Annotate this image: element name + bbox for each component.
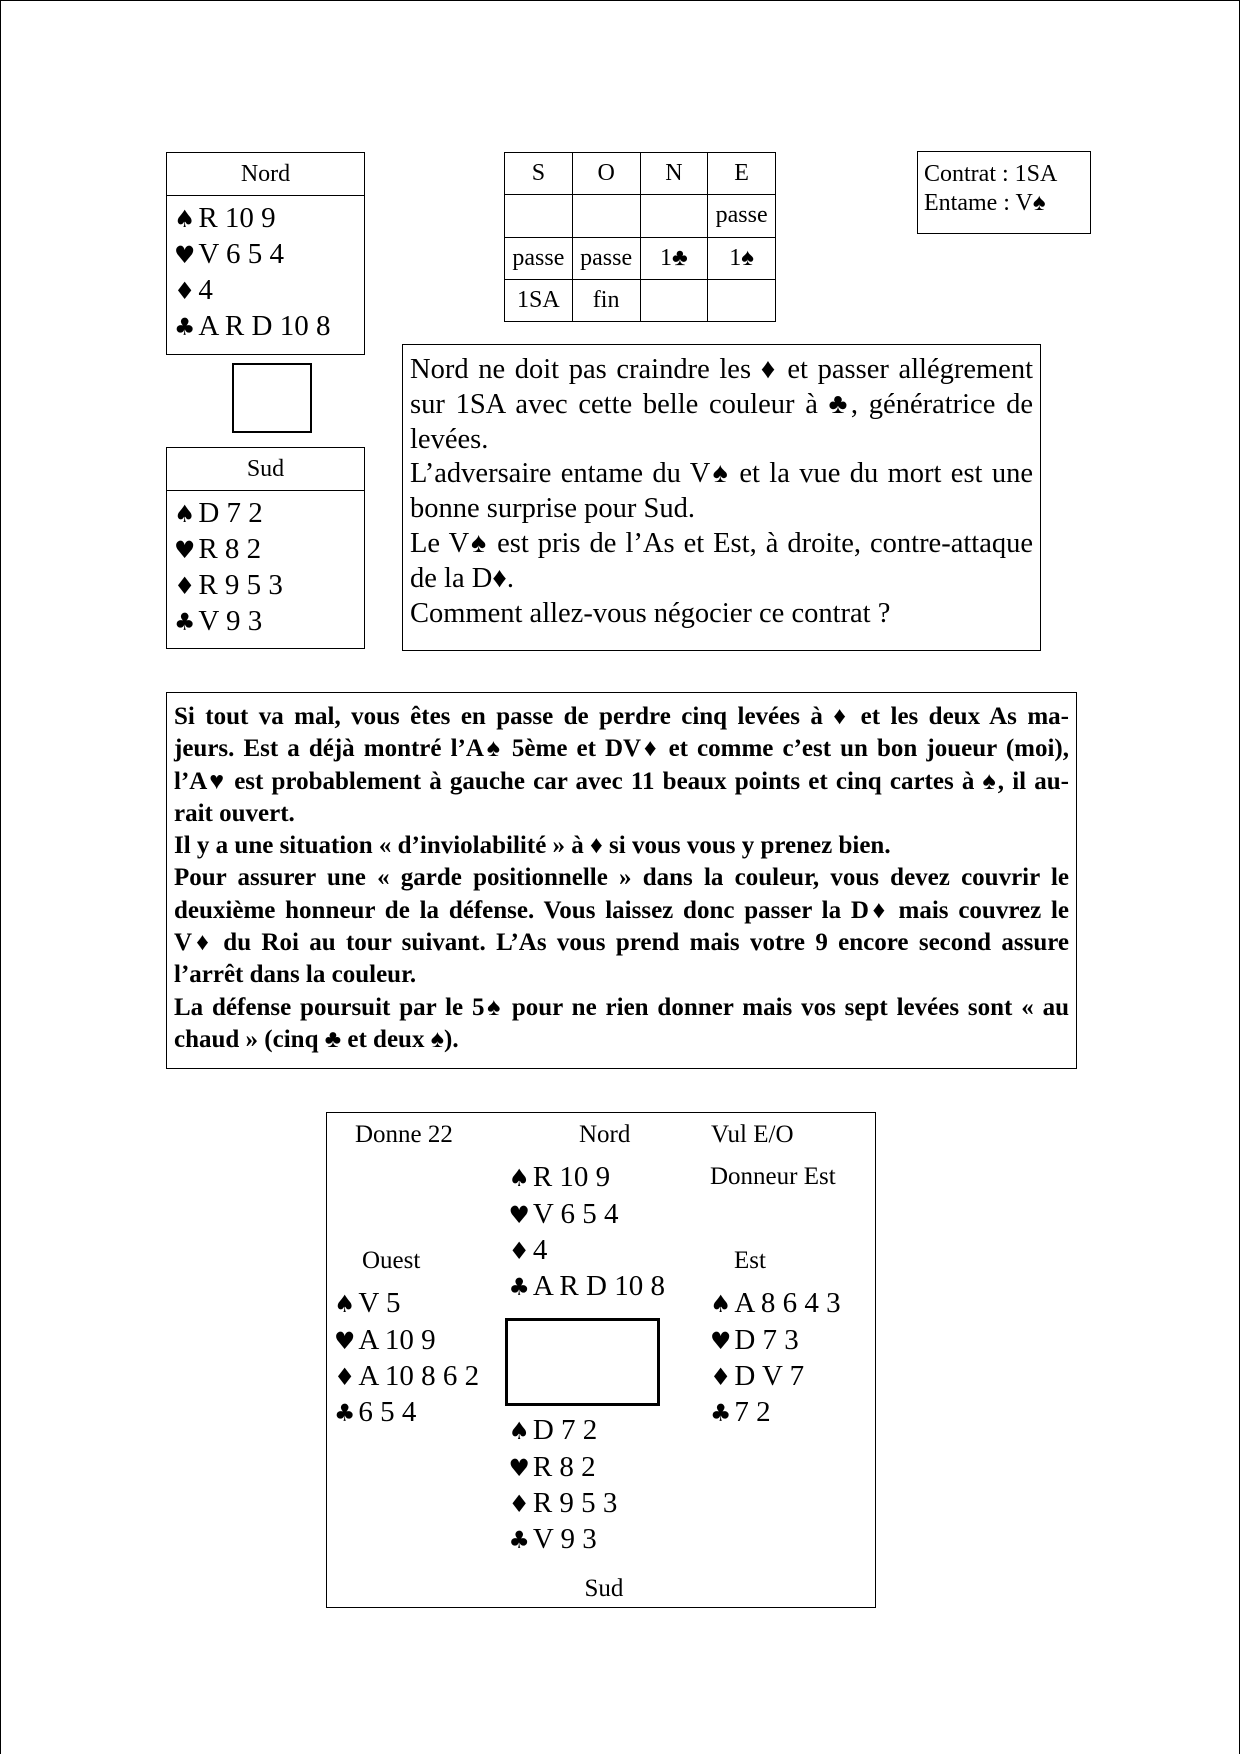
bidding-row [505, 195, 776, 237]
text-line: Comment allez-vous négocier ce contrat ? [410, 597, 891, 629]
north-card-title: Nord [167, 153, 364, 196]
hand-line-hearts [710, 1323, 841, 1359]
text-line: bonne surprise pour Sud. [410, 493, 695, 525]
bidding-row [505, 237, 776, 279]
hand-line-clubs [334, 1395, 479, 1431]
hand-line-hearts [509, 1450, 618, 1486]
hand-line-spades [174, 201, 364, 237]
cards: R 8 2 [198, 533, 262, 565]
deal-diagram [326, 1112, 876, 1608]
contract-line: Contrat : 1SA [924, 161, 1058, 187]
cards: 7 2 [734, 1396, 771, 1429]
bid-cell [572, 195, 640, 237]
cards: V 6 5 4 [198, 238, 284, 270]
hand-line-diamonds [174, 273, 364, 309]
hand-line-diamonds [509, 1233, 665, 1269]
text-line: l’A♥ est probablement à gauche car avec 11 beaux points et cinq cartes à ♠, il au- [174, 767, 1069, 795]
problem-text-box [402, 344, 1041, 651]
north-hand-card [166, 152, 365, 355]
text-line: rait ouvert. [174, 799, 295, 827]
cards: R 8 2 [532, 1450, 596, 1483]
spade-icon: ♠ [508, 1417, 530, 1446]
cards: R 10 9 [198, 202, 276, 234]
bid-cell [640, 195, 708, 237]
club-icon: ♣ [508, 1273, 530, 1302]
spade-icon: ♠ [174, 500, 196, 528]
north-card-hand [167, 196, 364, 345]
club-icon: ♣ [710, 1399, 732, 1428]
diamond-icon: ♦ [334, 1362, 356, 1391]
text-line: Si tout va mal, vous êtes en passe de perdre cinq levées à ♦ et les deux As ma- [174, 703, 1069, 730]
text-line: Il y a une situation « d’inviolabilité » à ♦ si vous vous y prenez bien. [174, 832, 891, 860]
hand-line-clubs [509, 1269, 665, 1305]
table-square [505, 1318, 660, 1406]
hand-line-spades [174, 496, 364, 532]
text-line: de la D♦. [410, 562, 514, 594]
cards: D V 7 [734, 1359, 805, 1392]
east-label: Est [734, 1247, 766, 1274]
bid-cell: passe [572, 237, 640, 279]
cards: D 7 3 [734, 1323, 799, 1356]
text-line: Pour assurer une « garde positionnelle » dans la couleur, vous devez couvrir le [174, 864, 1069, 892]
bid-cell: passe [708, 195, 776, 237]
bid-cell [708, 279, 776, 321]
club-icon: ♣ [508, 1526, 530, 1555]
bid-cell: 1♣ [640, 237, 708, 279]
cards: V 9 3 [532, 1523, 597, 1556]
bid-cell: fin [572, 279, 640, 321]
table-square [232, 363, 312, 433]
text-line: levées. [410, 423, 489, 455]
cards: A R D 10 8 [198, 310, 331, 342]
hand-line-hearts [174, 532, 364, 568]
diamond-icon: ♦ [508, 1236, 530, 1265]
bid-cell: passe [505, 237, 573, 279]
board-number: Donne 22 [355, 1120, 453, 1148]
heart-icon: ♥ [174, 241, 196, 269]
cards: A R D 10 8 [532, 1270, 665, 1303]
hand-line-clubs [710, 1395, 841, 1431]
hand-line-diamonds [334, 1359, 479, 1395]
hand-line-spades [509, 1160, 665, 1196]
diamond-icon: ♦ [174, 277, 196, 305]
cards: D 7 2 [532, 1414, 598, 1447]
cards: 4 [198, 274, 213, 306]
hand-line-spades [334, 1286, 479, 1322]
bidding-table [504, 152, 776, 322]
bid-header: E [708, 153, 776, 195]
text-line: l’arrêt dans la couleur. [174, 961, 417, 989]
text-line: V♦ du Roi au tour suivant. L’As vous prend mais votre 9 encore second assure [174, 929, 1069, 957]
west-label: Ouest [362, 1247, 421, 1274]
heart-icon: ♥ [710, 1326, 732, 1355]
bid-cell: 1SA [505, 279, 573, 321]
club-icon: ♣ [174, 608, 196, 636]
cards: A 8 6 4 3 [734, 1287, 841, 1320]
heart-icon: ♥ [174, 536, 196, 564]
diamond-icon: ♦ [508, 1489, 530, 1518]
spade-icon: ♠ [508, 1164, 530, 1193]
hand-line-hearts [174, 237, 364, 273]
heart-icon: ♥ [334, 1326, 356, 1355]
hand-line-diamonds [509, 1486, 618, 1522]
cards: V 6 5 4 [532, 1197, 619, 1230]
club-icon: ♣ [334, 1399, 356, 1428]
spade-icon: ♠ [174, 205, 196, 233]
bid-cell [505, 195, 573, 237]
west-hand [334, 1286, 479, 1431]
contract-box [917, 151, 1091, 234]
spade-icon: ♠ [334, 1290, 356, 1319]
text-line: La défense poursuit par le 5♠ pour ne rien donner mais vos sept levées sont « au [174, 993, 1069, 1021]
text-line: L’adversaire entame du V♠ et la vue du mort est une [410, 458, 1033, 490]
hand-line-diamonds [174, 568, 364, 604]
diamond-icon: ♦ [174, 572, 196, 600]
cards: R 9 5 3 [198, 569, 283, 601]
vulnerability: Vul E/O [711, 1120, 794, 1148]
cards: V 5 [358, 1287, 401, 1320]
hand-line-diamonds [710, 1359, 841, 1395]
cards: 4 [532, 1233, 548, 1266]
north-label: Nord [579, 1120, 631, 1148]
bidding-header-row [505, 153, 776, 195]
heart-icon: ♥ [508, 1453, 530, 1482]
hand-line-spades [509, 1413, 618, 1449]
text-line: Le V♠ est pris de l’As et Est, à droite, contre-attaque [410, 527, 1033, 559]
cards: R 10 9 [532, 1161, 611, 1194]
hand-line-hearts [509, 1197, 665, 1233]
dealer: Donneur Est [710, 1163, 836, 1190]
heart-icon: ♥ [508, 1200, 530, 1229]
hand-line-clubs [174, 604, 364, 640]
cards: V 9 3 [198, 605, 263, 637]
bidding-row [505, 279, 776, 321]
lead-line: Entame : V♠ [924, 190, 1046, 216]
cards: A 10 9 [358, 1323, 436, 1356]
text-line: jeurs. Est a déjà montré l’A♠ 5ème et DV♦ et comme c’est un bon joueur (moi), [174, 735, 1069, 763]
south-card-hand [167, 491, 364, 640]
south-card-title: Sud [167, 448, 364, 491]
text-line: Nord ne doit pas craindre les ♦ et passer allégrement [410, 354, 1033, 385]
east-hand [710, 1286, 841, 1431]
spade-icon: ♠ [710, 1290, 732, 1319]
hand-line-clubs [174, 309, 364, 345]
bid-header: S [505, 153, 573, 195]
text-line: chaud » (cinq ♣ et deux ♠). [174, 1025, 459, 1053]
cards: D 7 2 [198, 497, 263, 529]
cards: 6 5 4 [358, 1396, 417, 1429]
bid-cell [640, 279, 708, 321]
south-hand [509, 1413, 618, 1558]
text-line: sur 1SA avec cette belle couleur à ♣, génératrice de [410, 388, 1033, 420]
hand-line-hearts [334, 1323, 479, 1359]
hand-line-spades [710, 1286, 841, 1322]
bid-header: O [572, 153, 640, 195]
hand-line-clubs [509, 1522, 618, 1558]
cards: A 10 8 6 2 [358, 1359, 480, 1392]
club-icon: ♣ [174, 313, 196, 341]
bid-header: N [640, 153, 708, 195]
south-hand-card [166, 447, 365, 649]
text-line: deuxième honneur de la défense. Vous laissez donc passer la D♦ mais couvrez le [174, 896, 1069, 924]
south-label: Sud [584, 1574, 624, 1602]
diamond-icon: ♦ [710, 1362, 732, 1391]
cards: R 9 5 3 [532, 1486, 618, 1519]
north-hand [509, 1160, 665, 1305]
bid-cell: 1♠ [708, 237, 776, 279]
solution-text-box [166, 692, 1077, 1069]
